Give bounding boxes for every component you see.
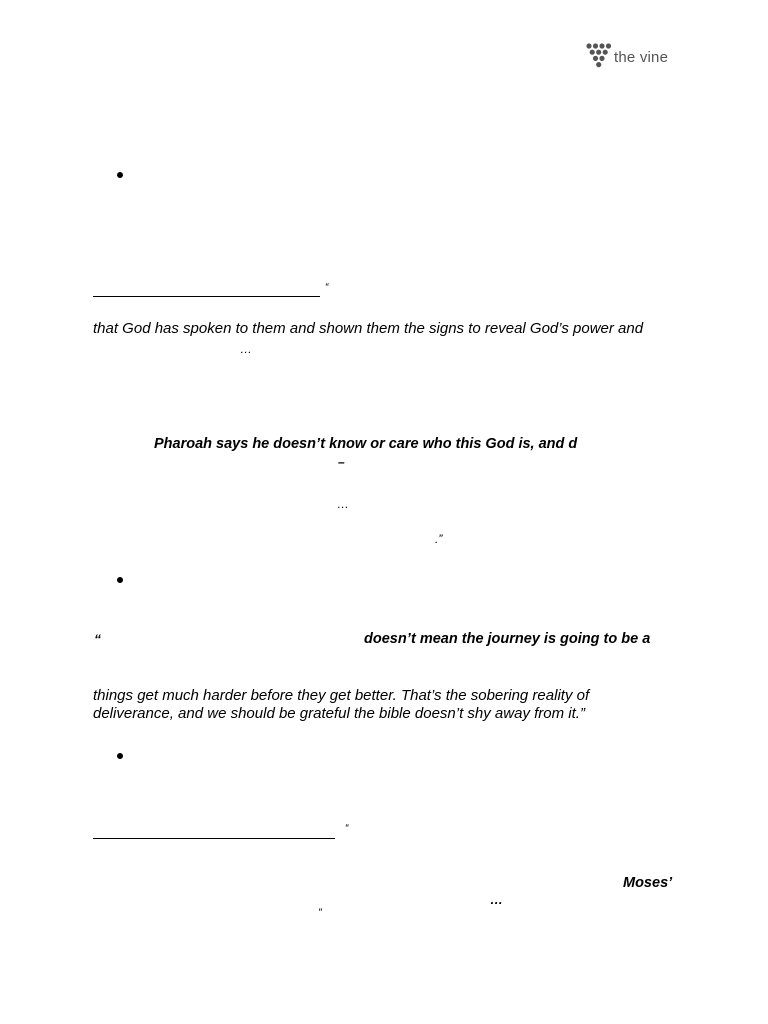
the-vine-logo bbox=[586, 43, 678, 75]
dash-2: – bbox=[338, 455, 345, 469]
open-quote-1: “ bbox=[325, 282, 329, 293]
paragraph-1-line-1: that God has spoken to them and shown them the signs to reveal God’s power and bbox=[93, 320, 644, 337]
bold-line-journey: doesn’t mean the journey is going to be a bbox=[364, 631, 651, 647]
logo-text: the vine bbox=[614, 49, 669, 66]
open-quote-4: “ bbox=[345, 823, 349, 834]
ellipsis-1: … bbox=[240, 342, 252, 356]
bold-moses: Moses’ bbox=[623, 875, 673, 891]
open-quote-3: “ bbox=[94, 631, 101, 647]
close-quote-4: ” bbox=[318, 907, 322, 919]
bullet-1 bbox=[117, 172, 123, 178]
ellipsis-4: … bbox=[490, 892, 503, 907]
paragraph-3-line-2: deliverance, and we should be grateful the bible doesn’t shy away from it.” bbox=[93, 705, 585, 722]
close-quote-2: .” bbox=[435, 532, 443, 546]
bullet-3 bbox=[117, 753, 123, 759]
ellipsis-2: … bbox=[337, 497, 349, 511]
grape-cluster-icon bbox=[586, 43, 612, 75]
bold-line-pharoah: Pharoah says he doesn’t know or care who this God is, and d bbox=[154, 436, 578, 452]
blank-line-2 bbox=[93, 838, 335, 839]
blank-line-1 bbox=[93, 296, 320, 297]
bullet-2 bbox=[117, 577, 123, 583]
paragraph-3-line-1: things get much harder before they get better. That’s the sobering reality of bbox=[93, 687, 590, 704]
